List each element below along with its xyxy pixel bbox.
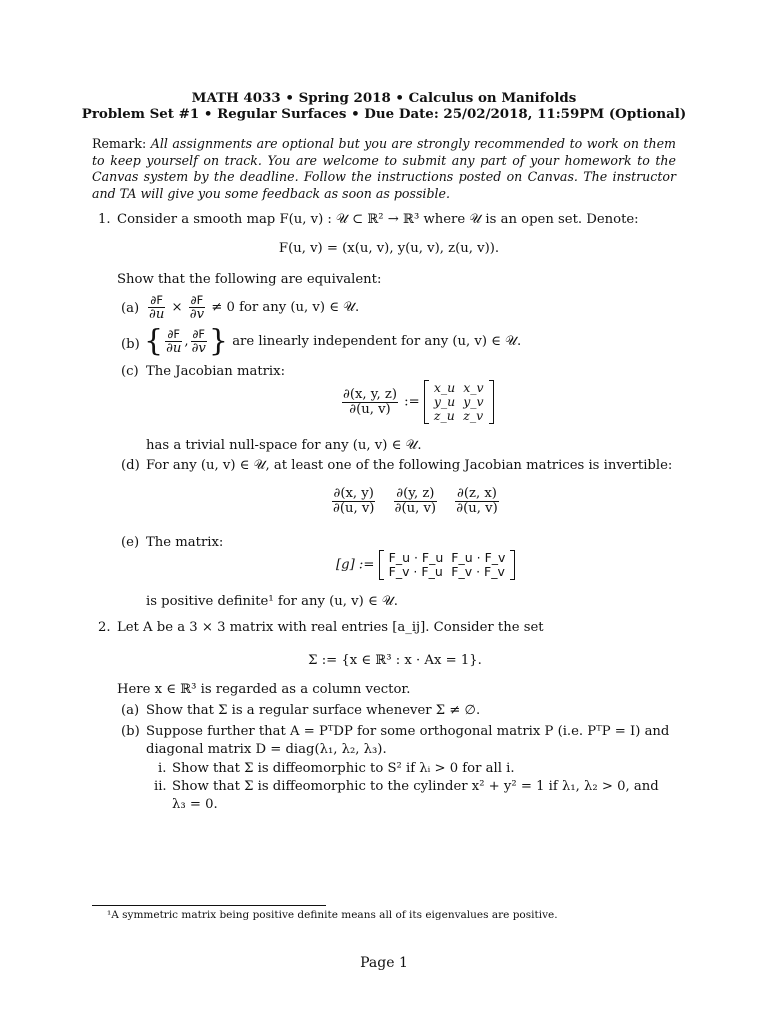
- jacobian-yz-fraction: $\frac{\partial(y, z)}{\partial(u, v)}$: [394, 486, 437, 516]
- q2-i-text: Show that Σ is diffeomorphic to S² if λᵢ > 0 for all i.: [172, 761, 515, 776]
- jacobian-xy-fraction: $\frac{\partial(x, y)}{\partial(u, v)}$: [333, 486, 375, 516]
- partial-F-u-fraction-b: $\frac{\partial F}{\partial u}$: [166, 327, 182, 356]
- jacobian-equation: [340, 380, 494, 424]
- q1-number: 1.: [98, 212, 111, 227]
- jacobian-zx-fraction: $\frac{\partial(z, x)}{\partial(u, v)}$: [456, 486, 498, 516]
- q1-c-text: The Jacobian matrix:: [146, 364, 286, 379]
- q2-intro: Let A be a 3 × 3 matrix with real entries [a_ij]. Consider the set: [117, 620, 544, 635]
- q1-a-expression: [146, 293, 359, 322]
- footnote-rule: [92, 905, 326, 906]
- q2-display-equation: Σ := {x ∈ ℝ³ : x · Ax = 1}.: [308, 653, 482, 668]
- q1-b-expression: { $\frac{\partial F}{\partial u}$ , $\frac{\partial F}{\partial v}$ } are linearly independent for any (u, v) ∈ 𝒰.: [144, 323, 522, 359]
- q2-ii-label: ii.: [154, 779, 167, 794]
- q1-b-label: (b): [121, 337, 140, 352]
- cross-product-sign: ×: [171, 300, 183, 315]
- remark-paragraph: [92, 136, 676, 202]
- q1-intro: Consider a smooth map F(u, v) : 𝒰 ⊂ ℝ² → ℝ³ where 𝒰 is an open set. Denote:: [117, 212, 639, 227]
- q1-b-tail: are linearly independent for any (u, v) ∈ 𝒰.: [232, 334, 522, 349]
- course-title: MATH 4033 • Spring 2018 • Calculus on Manifolds: [191, 90, 577, 106]
- q2-a-text: Show that Σ is a regular surface whenever Σ ≠ ∅.: [146, 703, 481, 718]
- q1-d-label: (d): [121, 458, 140, 473]
- problem-set-title: Problem Set #1 • Regular Surfaces • Due Date: 25/02/2018, 11:59PM (Optional): [81, 106, 687, 122]
- q1-e-label: (e): [121, 535, 140, 550]
- remark-text: All assignments are optional but you are strongly recommended to work on them to keep yourself on track. You are welcome to submit any part of your homework to the Canvas system by the deadline. Follow the instructions posted on Canvas. The instructor and TA will give you some feedback as soon as possible.: [92, 136, 676, 201]
- footnote: ¹A symmetric matrix being positive definite means all of its eigenvalues are positive.: [107, 909, 558, 921]
- q2-here-text: Here x ∈ ℝ³ is regarded as a column vector.: [117, 682, 411, 697]
- jacobian-matrix: x_u x_v y_u y_v z_u z_v: [424, 380, 494, 424]
- q2-ii-line1: Show that Σ is diffeomorphic to the cylinder x² + y² = 1 if λ₁, λ₂ > 0, and: [172, 779, 659, 794]
- partial-F-u-fraction: $\frac{\partial F}{\partial u}$: [149, 293, 165, 322]
- page-number: Page 1: [360, 955, 408, 971]
- q1-show-text: Show that the following are equivalent:: [117, 272, 382, 287]
- metric-lhs: [g] :=: [336, 557, 375, 573]
- q1-e-text: The matrix:: [146, 535, 224, 550]
- q1-a-label: (a): [121, 301, 140, 316]
- q1-a-tail: ≠ 0 for any (u, v) ∈ 𝒰.: [211, 300, 360, 315]
- q2-ii-line2: λ₃ = 0.: [172, 797, 218, 812]
- metric-matrix: F_u · F_u F_u · F_v F_v · F_u F_v · F_v: [379, 550, 516, 580]
- q2-b-line2: diagonal matrix D = diag(λ₁, λ₂, λ₃).: [146, 742, 387, 757]
- remark-label: Remark:: [92, 136, 147, 151]
- q1-display-equation: F(u, v) = (x(u, v), y(u, v), z(u, v)).: [278, 241, 500, 256]
- jacobian-fraction: $\frac{\partial(x, y, z)}{\partial(u, v)}$: [343, 386, 397, 417]
- q1-e-tail: is positive definite¹ for any (u, v) ∈ 𝒰.: [146, 594, 398, 609]
- q2-number: 2.: [98, 620, 111, 635]
- partial-F-v-fraction: $\frac{\partial F}{\partial v}$: [189, 293, 205, 322]
- q2-b-label: (b): [121, 724, 140, 739]
- q1-c-tail: has a trivial null-space for any (u, v) ∈ 𝒰.: [146, 438, 422, 453]
- q2-i-label: i.: [158, 761, 167, 776]
- metric-matrix-equation: [336, 550, 515, 580]
- q1-d-text: For any (u, v) ∈ 𝒰, at least one of the following Jacobian matrices is invertible:: [146, 458, 673, 473]
- q2-b-line1: Suppose further that A = PᵀDP for some orthogonal matrix P (i.e. PᵀP = I) and: [146, 724, 670, 739]
- q1-c-label: (c): [121, 364, 139, 379]
- q2-a-label: (a): [121, 703, 140, 718]
- assign-sign: :=: [404, 394, 420, 410]
- jacobian-fractions-row: [330, 487, 501, 516]
- partial-F-v-fraction-b: $\frac{\partial F}{\partial v}$: [191, 327, 206, 356]
